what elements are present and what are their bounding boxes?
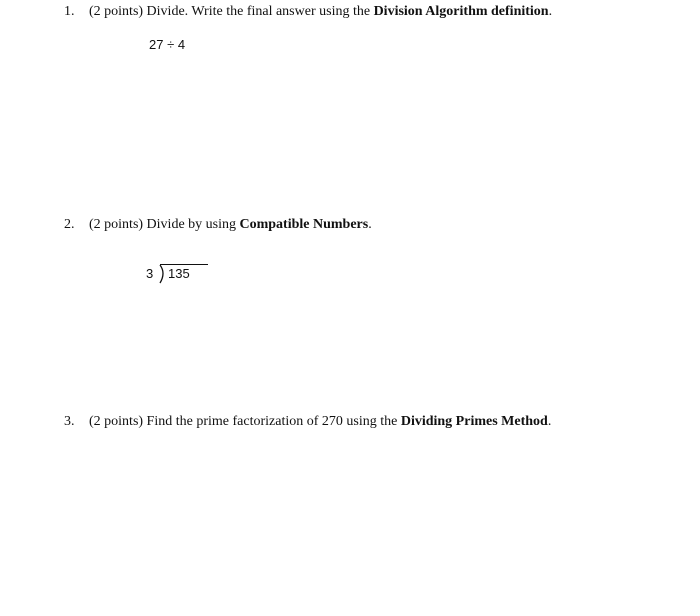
question-2-bold-term: Compatible Numbers xyxy=(239,217,369,232)
question-3-text: (2 points) Find the prime factorization of 270 using the xyxy=(89,414,401,429)
question-3-number: 3. xyxy=(64,414,75,429)
question-2-number: 2. xyxy=(64,217,75,232)
question-3 xyxy=(64,413,551,431)
question-1-bold-term: Division Algorithm definition xyxy=(373,4,549,19)
question-3-period: . xyxy=(547,414,552,429)
question-1-period: . xyxy=(548,4,553,19)
question-3-bold-term: Dividing Primes Method xyxy=(400,414,548,429)
long-division-problem xyxy=(146,256,216,286)
question-1-text: (2 points) Divide. Write the final answer using the xyxy=(89,4,374,19)
division-expression: 27 ÷ 4 xyxy=(149,37,186,52)
question-1 xyxy=(64,3,552,21)
question-2 xyxy=(64,216,372,234)
question-2-period: . xyxy=(368,217,372,232)
question-2-text: (2 points) Divide by using xyxy=(89,217,240,232)
dividend: 135 xyxy=(168,266,190,281)
question-1-number: 1. xyxy=(64,4,75,19)
divisor: 3 xyxy=(146,266,154,281)
